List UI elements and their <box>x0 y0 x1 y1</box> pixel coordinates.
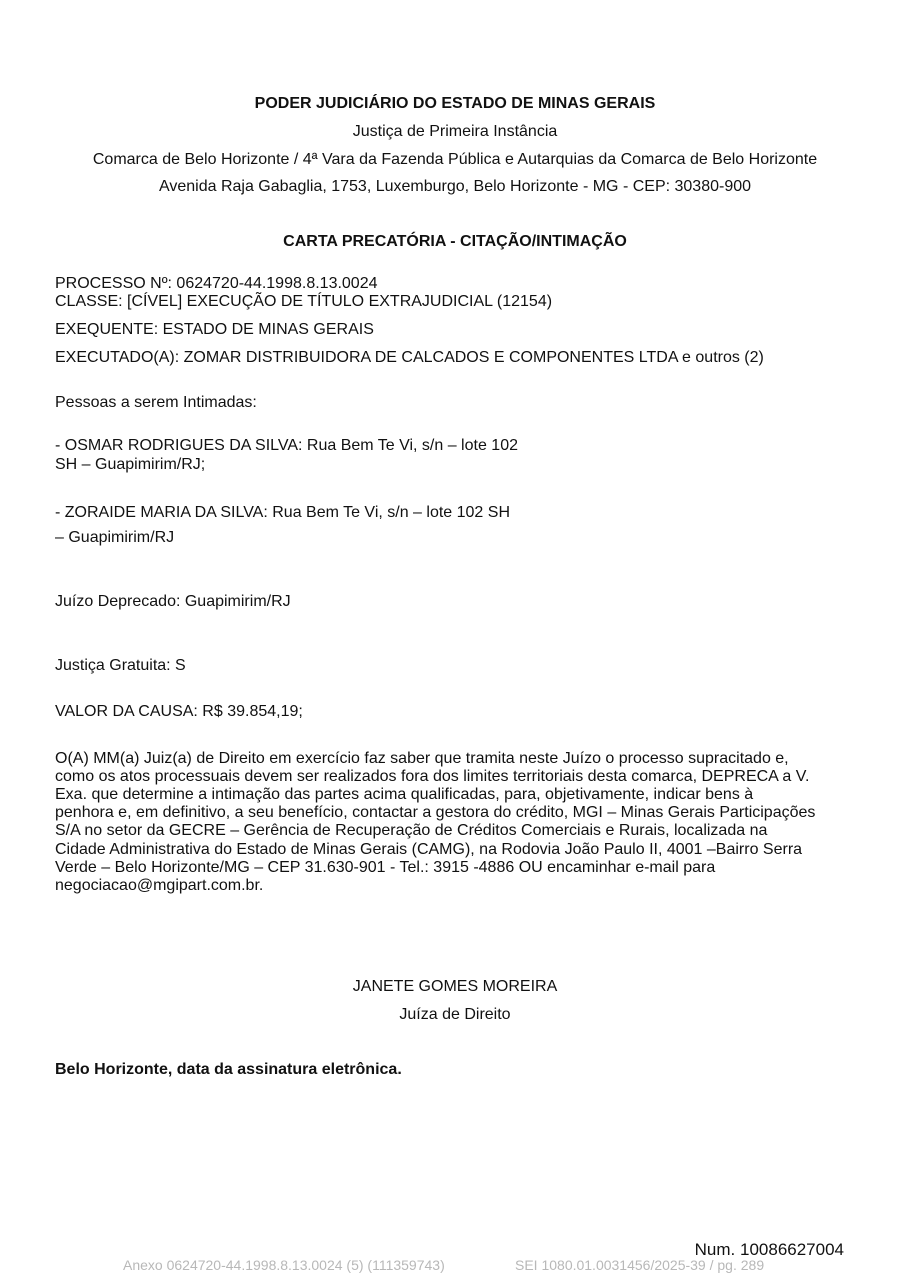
case-class: CLASSE: [CÍVEL] EXECUÇÃO DE TÍTULO EXTRAJUDICIAL (12154) <box>55 293 553 310</box>
place-date-line: Belo Horizonte, data da assinatura eletrônica. <box>55 1061 402 1078</box>
body-line: O(A) MM(a) Juiz(a) de Direito em exercício faz saber que tramita neste Juízo o processo supracitado e, <box>55 750 789 767</box>
person-2-line-2: – Guapimirim/RJ <box>55 529 175 546</box>
body-line: Verde – Belo Horizonte/MG – CEP 31.630-901 - Tel.: 3915 -4886 OU encaminhar e-mail para <box>55 859 716 876</box>
body-line: Exa. que determine a intimação das partes acima qualificadas, para, objetivamente, indicar bens à <box>55 786 754 803</box>
body-line: como os atos processuais devem ser realizados fora dos limites territoriais desta comarca, DEPRECA a V. <box>55 768 810 785</box>
persons-heading: Pessoas a serem Intimadas: <box>55 394 257 411</box>
body-line: penhora e, em definitivo, a seu benefício, contactar a gestora do crédito, MGI – Minas Gerais Participações <box>55 804 816 821</box>
signer-role: Juíza de Direito <box>399 1006 511 1023</box>
body-line: negociacao@mgipart.com.br. <box>55 877 264 894</box>
document-number: Num. 10086627004 <box>694 1240 844 1259</box>
sei-watermark: SEI 1080.01.0031456/2025-39 / pg. 289 <box>515 1257 765 1273</box>
court-address: Avenida Raja Gabaglia, 1753, Luxemburgo, Belo Horizonte - MG - CEP: 30380-900 <box>158 178 752 195</box>
person-2-line-1: - ZORAIDE MARIA DA SILVA: Rua Bem Te Vi, s/n – lote 102 SH <box>55 504 510 521</box>
valor-causa: VALOR DA CAUSA: R$ 39.854,19; <box>55 703 303 720</box>
justica-gratuita: Justiça Gratuita: S <box>55 657 186 674</box>
body-line: Cidade Administrativa do Estado de Minas Gerais (CAMG), na Rodovia João Paulo II, 4001 –Bairro Serra <box>55 841 803 858</box>
comarca-line: Comarca de Belo Horizonte / 4ª Vara da Fazenda Pública e Autarquias da Comarca de Belo Horizonte <box>92 151 818 168</box>
person-1-line-2: SH – Guapimirim/RJ; <box>55 456 206 473</box>
executado: EXECUTADO(A): ZOMAR DISTRIBUIDORA DE CALCADOS E COMPONENTES LTDA e outros (2) <box>55 349 764 366</box>
court-heading: PODER JUDICIÁRIO DO ESTADO DE MINAS GERAIS <box>254 95 656 112</box>
exequente: EXEQUENTE: ESTADO DE MINAS GERAIS <box>55 321 374 338</box>
processo-number: PROCESSO Nº: 0624720-44.1998.8.13.0024 <box>55 275 378 292</box>
instance-line: Justiça de Primeira Instância <box>352 123 558 140</box>
document-title: CARTA PRECATÓRIA - CITAÇÃO/INTIMAÇÃO <box>283 233 627 250</box>
annex-watermark: Anexo 0624720-44.1998.8.13.0024 (5) (111359743) <box>123 1257 445 1273</box>
person-1-line-1: - OSMAR RODRIGUES DA SILVA: Rua Bem Te Vi, s/n – lote 102 <box>55 437 518 454</box>
signer-name: JANETE GOMES MOREIRA <box>352 978 558 995</box>
body-line: S/A no setor da GECRE – Gerência de Recuperação de Créditos Comerciais e Rurais, localizada na <box>55 822 768 839</box>
juizo-deprecado: Juízo Deprecado: Guapimirim/RJ <box>55 593 291 610</box>
